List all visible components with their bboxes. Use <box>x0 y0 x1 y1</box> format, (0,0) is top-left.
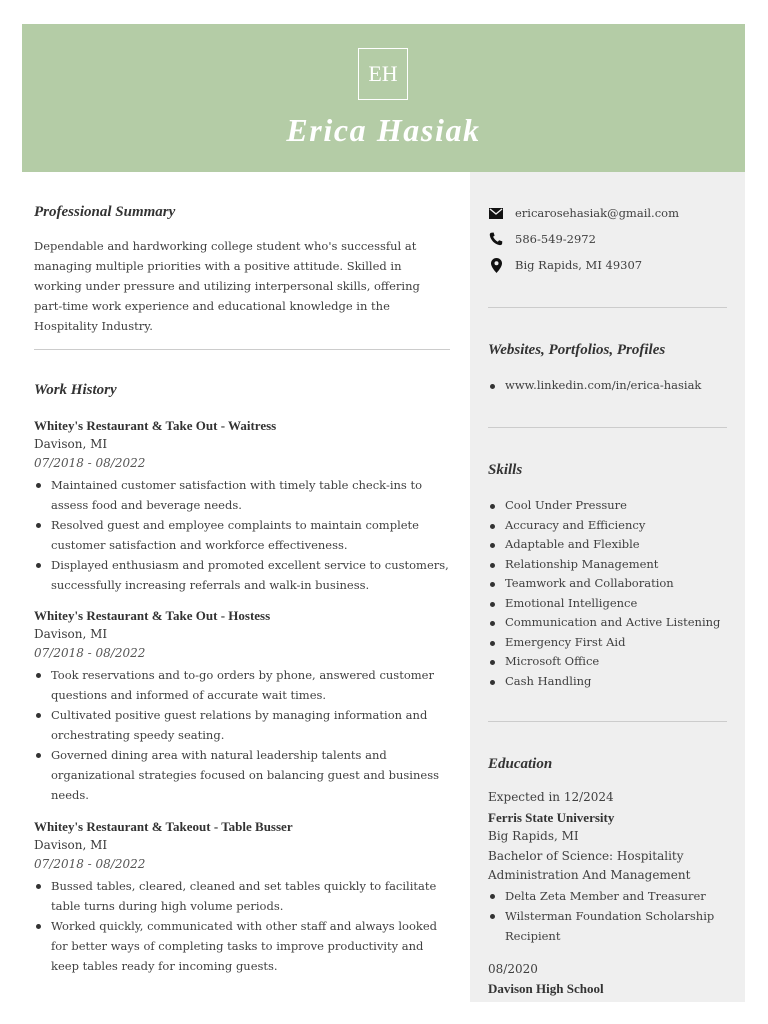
job-bullets <box>34 475 450 595</box>
phone-icon <box>488 231 504 247</box>
job-title: Whitey's Restaurant & Take Out - Waitress <box>34 418 277 433</box>
contact-address <box>488 255 642 275</box>
contact-phone <box>488 229 596 249</box>
edu-school: Ferris State University <box>488 809 615 825</box>
education-title: Education <box>488 756 553 772</box>
divider <box>488 427 727 428</box>
divider <box>488 721 727 722</box>
work-history-title: Work History <box>34 382 117 398</box>
skill-item: Teamwork and Collaboration <box>488 574 728 594</box>
edu-degree: Bachelor of Science: Hospitality Administration And Management <box>488 848 691 882</box>
skills-items <box>488 496 728 691</box>
list-item: Cultivated positive guest relations by managing information and orchestrating speedy seating. <box>34 705 450 745</box>
skill-item: Emotional Intelligence <box>488 594 728 614</box>
job-entry-table-busser <box>34 817 450 976</box>
education-list <box>488 788 728 999</box>
list-item: Delta Zeta Member and Treasurer <box>488 886 728 906</box>
job-location: Davison, MI <box>34 838 108 852</box>
skill-item: Communication and Active Listening <box>488 613 728 633</box>
job-location: Davison, MI <box>34 627 108 641</box>
contact-email <box>488 203 679 223</box>
phone-text: 586-549-2972 <box>515 232 596 246</box>
email-text[interactable]: ericarosehasiak@gmail.com <box>515 206 679 220</box>
website-link[interactable]: www.linkedin.com/in/erica-hasiak <box>488 376 728 396</box>
edu-date: 08/2020 <box>488 961 538 976</box>
envelope-icon <box>488 205 504 221</box>
websites-title: Websites, Portfolios, Profiles <box>488 342 666 358</box>
map-pin-icon <box>488 257 504 273</box>
list-item: Worked quickly, communicated with other staff and always looked for better ways of completing tasks to improve productivity and keep tables ready for incoming guests. <box>34 916 450 976</box>
job-title: Whitey's Restaurant & Takeout - Table Busser <box>34 819 293 834</box>
skill-item: Microsoft Office <box>488 652 728 672</box>
job-entry-waitress <box>34 416 450 595</box>
skill-item: Accuracy and Efficiency <box>488 516 728 536</box>
skill-item: Emergency First Aid <box>488 633 728 653</box>
list-item: Governed dining area with natural leadership talents and organizational strategies focused on balancing guest and business needs. <box>34 745 450 805</box>
list-item: Took reservations and to-go orders by phone, answered customer questions and informed of accurate wait times. <box>34 665 450 705</box>
job-title: Whitey's Restaurant & Take Out - Hostess <box>34 608 271 623</box>
list-item: Wilsterman Foundation Scholarship Recipient <box>488 906 728 946</box>
job-location: Davison, MI <box>34 437 108 451</box>
skill-item: Cool Under Pressure <box>488 496 728 516</box>
summary-title: Professional Summary <box>34 204 176 220</box>
job-bullets <box>34 876 450 976</box>
edu-date: Expected in 12/2024 <box>488 790 614 804</box>
skill-item: Adaptable and Flexible <box>488 535 728 555</box>
summary-text: Dependable and hardworking college student who's successful at managing multiple priorities with a positive attitude. Skilled in working under pressure and utilizing interpersonal skills, offering part-time work experience and educational knowledge in the Hospitality Industry. <box>34 239 420 333</box>
monogram: EH <box>358 48 408 100</box>
skill-item: Relationship Management <box>488 555 728 575</box>
address-text: Big Rapids, MI 49307 <box>515 258 643 272</box>
list-item: Resolved guest and employee complaints to maintain complete customer satisfaction and workforce effectiveness. <box>34 515 450 555</box>
skills-list <box>488 494 728 691</box>
websites-items <box>488 376 728 396</box>
job-dates: 07/2018 - 08/2022 <box>34 857 146 871</box>
websites-list <box>488 374 728 396</box>
edu-bullets <box>488 886 728 946</box>
edu-school: Davison High School <box>488 981 604 996</box>
job-dates: 07/2018 - 08/2022 <box>34 646 146 660</box>
job-dates: 07/2018 - 08/2022 <box>34 456 146 470</box>
job-entry-hostess <box>34 606 450 805</box>
divider <box>488 307 727 308</box>
list-item: Maintained customer satisfaction with timely table check-ins to assess food and beverage needs. <box>34 475 450 515</box>
list-item: Bussed tables, cleared, cleaned and set tables quickly to facilitate table turns during high volume periods. <box>34 876 450 916</box>
divider <box>34 349 450 350</box>
skill-item: Cash Handling <box>488 672 728 692</box>
edu-location: Big Rapids, MI <box>488 829 579 843</box>
candidate-name: Erica Hasiak <box>286 112 481 148</box>
list-item: Displayed enthusiasm and promoted excellent service to customers, successfully increasing referrals and walk-in business. <box>34 555 450 595</box>
skills-title: Skills <box>488 462 523 478</box>
job-bullets <box>34 665 450 805</box>
